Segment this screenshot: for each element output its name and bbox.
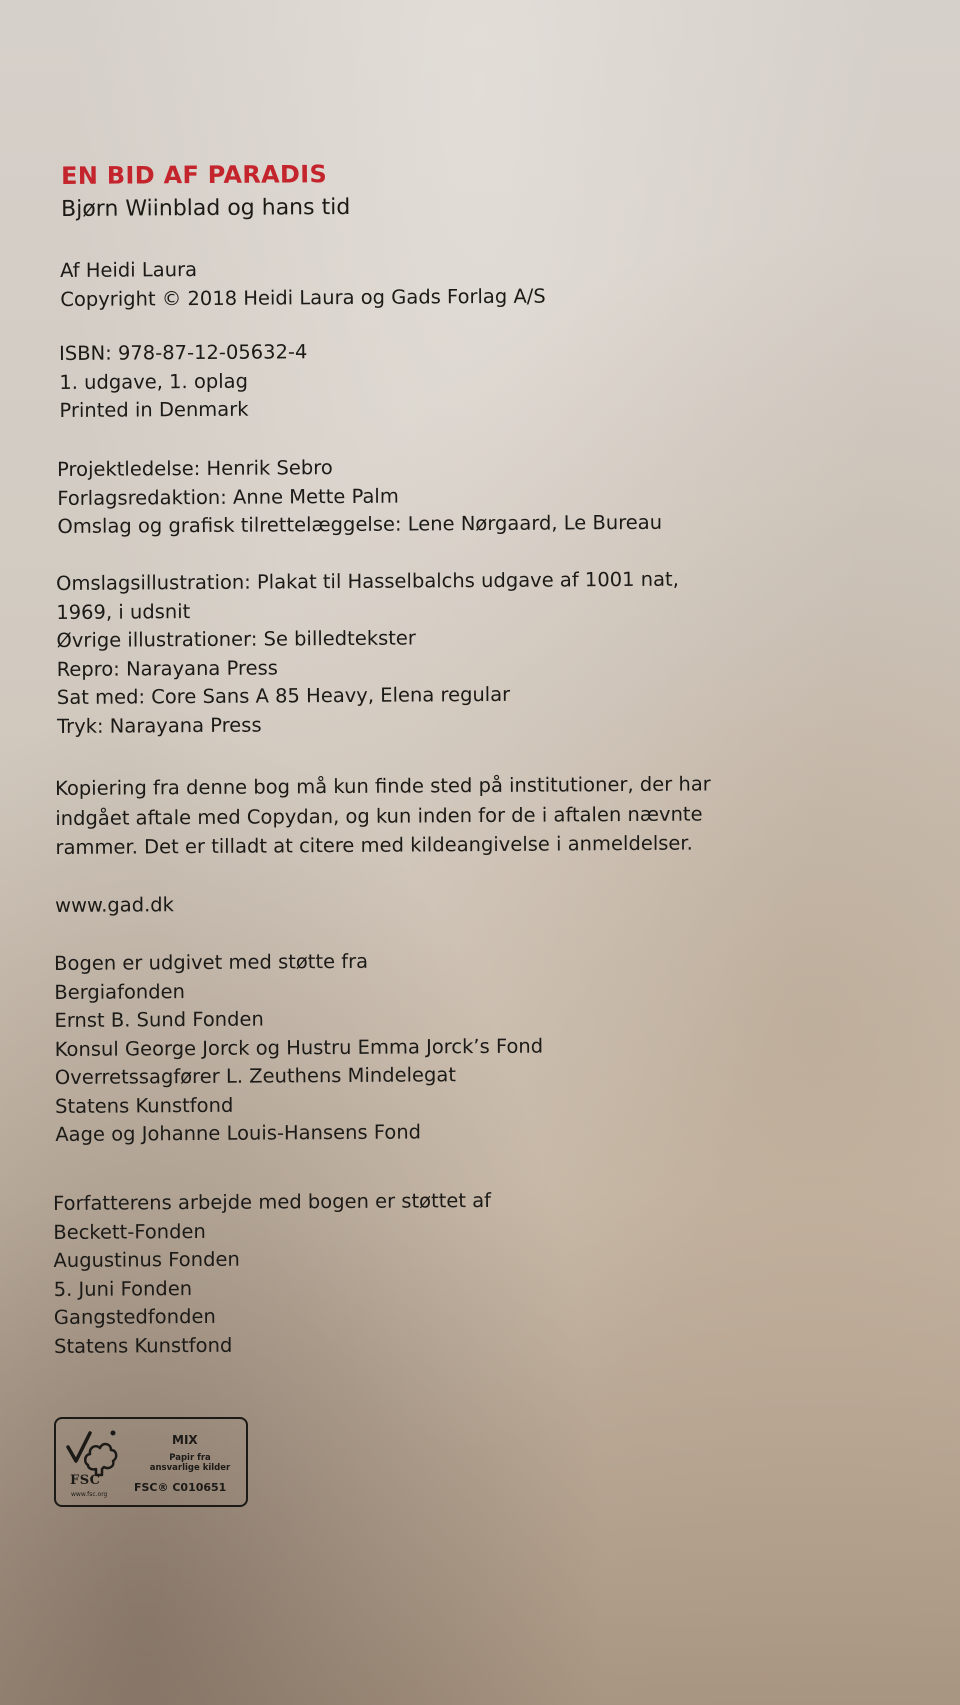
website-block [55, 891, 174, 920]
cover-illustration-line: Omslagsillustration: Plakat til Hasselbalchs udgave af 1001 nat, [56, 567, 679, 595]
author-line: Af Heidi Laura [60, 258, 198, 282]
typeset-line: Sat med: Core Sans A 85 Heavy, Elena regular [56, 682, 511, 709]
edition-line: 1. udgave, 1. oplag [59, 369, 249, 394]
list-item: Augustinus Fonden [53, 1247, 240, 1272]
fsc-certification-label [54, 1417, 248, 1507]
list-item: 5. Juni Fonden [53, 1276, 193, 1301]
author-support-list [53, 1187, 492, 1361]
notice-line: Kopiering fra denne bog må kun finde sted på institutioner, der har [55, 772, 711, 800]
book-subtitle: Bjørn Wiinblad og hans tid [61, 194, 351, 222]
copyright-line: Copyright © 2018 Heidi Laura og Gads Forlag A/S [60, 284, 546, 311]
author-block [60, 254, 546, 314]
list-item: Gangstedfonden [53, 1304, 216, 1329]
fsc-license-code: FSC® C010651 [134, 1481, 227, 1494]
fsc-source-text [136, 1453, 244, 1473]
website-link: www.gad.dk [55, 893, 174, 917]
printed-line: Printed in Denmark [59, 397, 249, 422]
notice-line: rammer. Det er tilladt at citere med kildeangivelse i anmeldelser. [55, 831, 693, 859]
notice-line: indgået aftale med Copydan, og kun inden for de i aftalen nævnte [55, 801, 703, 830]
support-heading: Bogen er udgivet med støtte fra [54, 949, 369, 975]
list-item: Ernst B. Sund Fonden [54, 1007, 264, 1032]
repro-line: Repro: Narayana Press [56, 655, 278, 681]
fsc-wordmark: FSC [70, 1473, 101, 1488]
publication-block [59, 338, 308, 425]
print-line: Tryk: Narayana Press [57, 713, 262, 738]
list-item: Statens Kunstfond [54, 1333, 233, 1358]
fsc-source-line: Papir fra [169, 1453, 211, 1463]
other-illustrations-line: Øvrige illustrationer: Se billedtekster [56, 626, 416, 652]
list-item: Bergiafonden [54, 979, 186, 1004]
project-lead-line: Projektledelse: Henrik Sebro [57, 456, 333, 481]
design-line: Omslag og grafisk tilrettelæggelse: Lene Nørgaard, Le Bureau [57, 510, 663, 538]
author-support-heading: Forfatterens arbejde med bogen er støttet af [53, 1188, 492, 1215]
book-title: EN BID AF PARADIS [61, 160, 328, 190]
support-list [54, 947, 544, 1150]
fsc-url: www.fsc.org [71, 1491, 108, 1498]
list-item: Aage og Johanne Louis-Hansens Fond [55, 1120, 422, 1146]
copyright-notice [55, 769, 711, 862]
list-item: Statens Kunstfond [55, 1093, 234, 1118]
list-item: Beckett-Fonden [53, 1219, 206, 1244]
list-item: Overretssagfører L. Zeuthens Mindelegat [54, 1063, 457, 1089]
production-block [56, 566, 680, 741]
isbn-line: ISBN: 978-87-12-05632-4 [59, 340, 308, 365]
cover-illustration-line-cont: 1969, i udsnit [56, 599, 191, 624]
list-item: Konsul George Jorck og Hustru Emma Jorck’s Fond [54, 1034, 544, 1061]
fsc-source-line: ansvarlige kilder [149, 1463, 231, 1473]
fsc-mix-label: MIX [172, 1433, 198, 1447]
editorial-block [57, 452, 662, 542]
editor-line: Forlagsredaktion: Anne Mette Palm [57, 484, 399, 510]
